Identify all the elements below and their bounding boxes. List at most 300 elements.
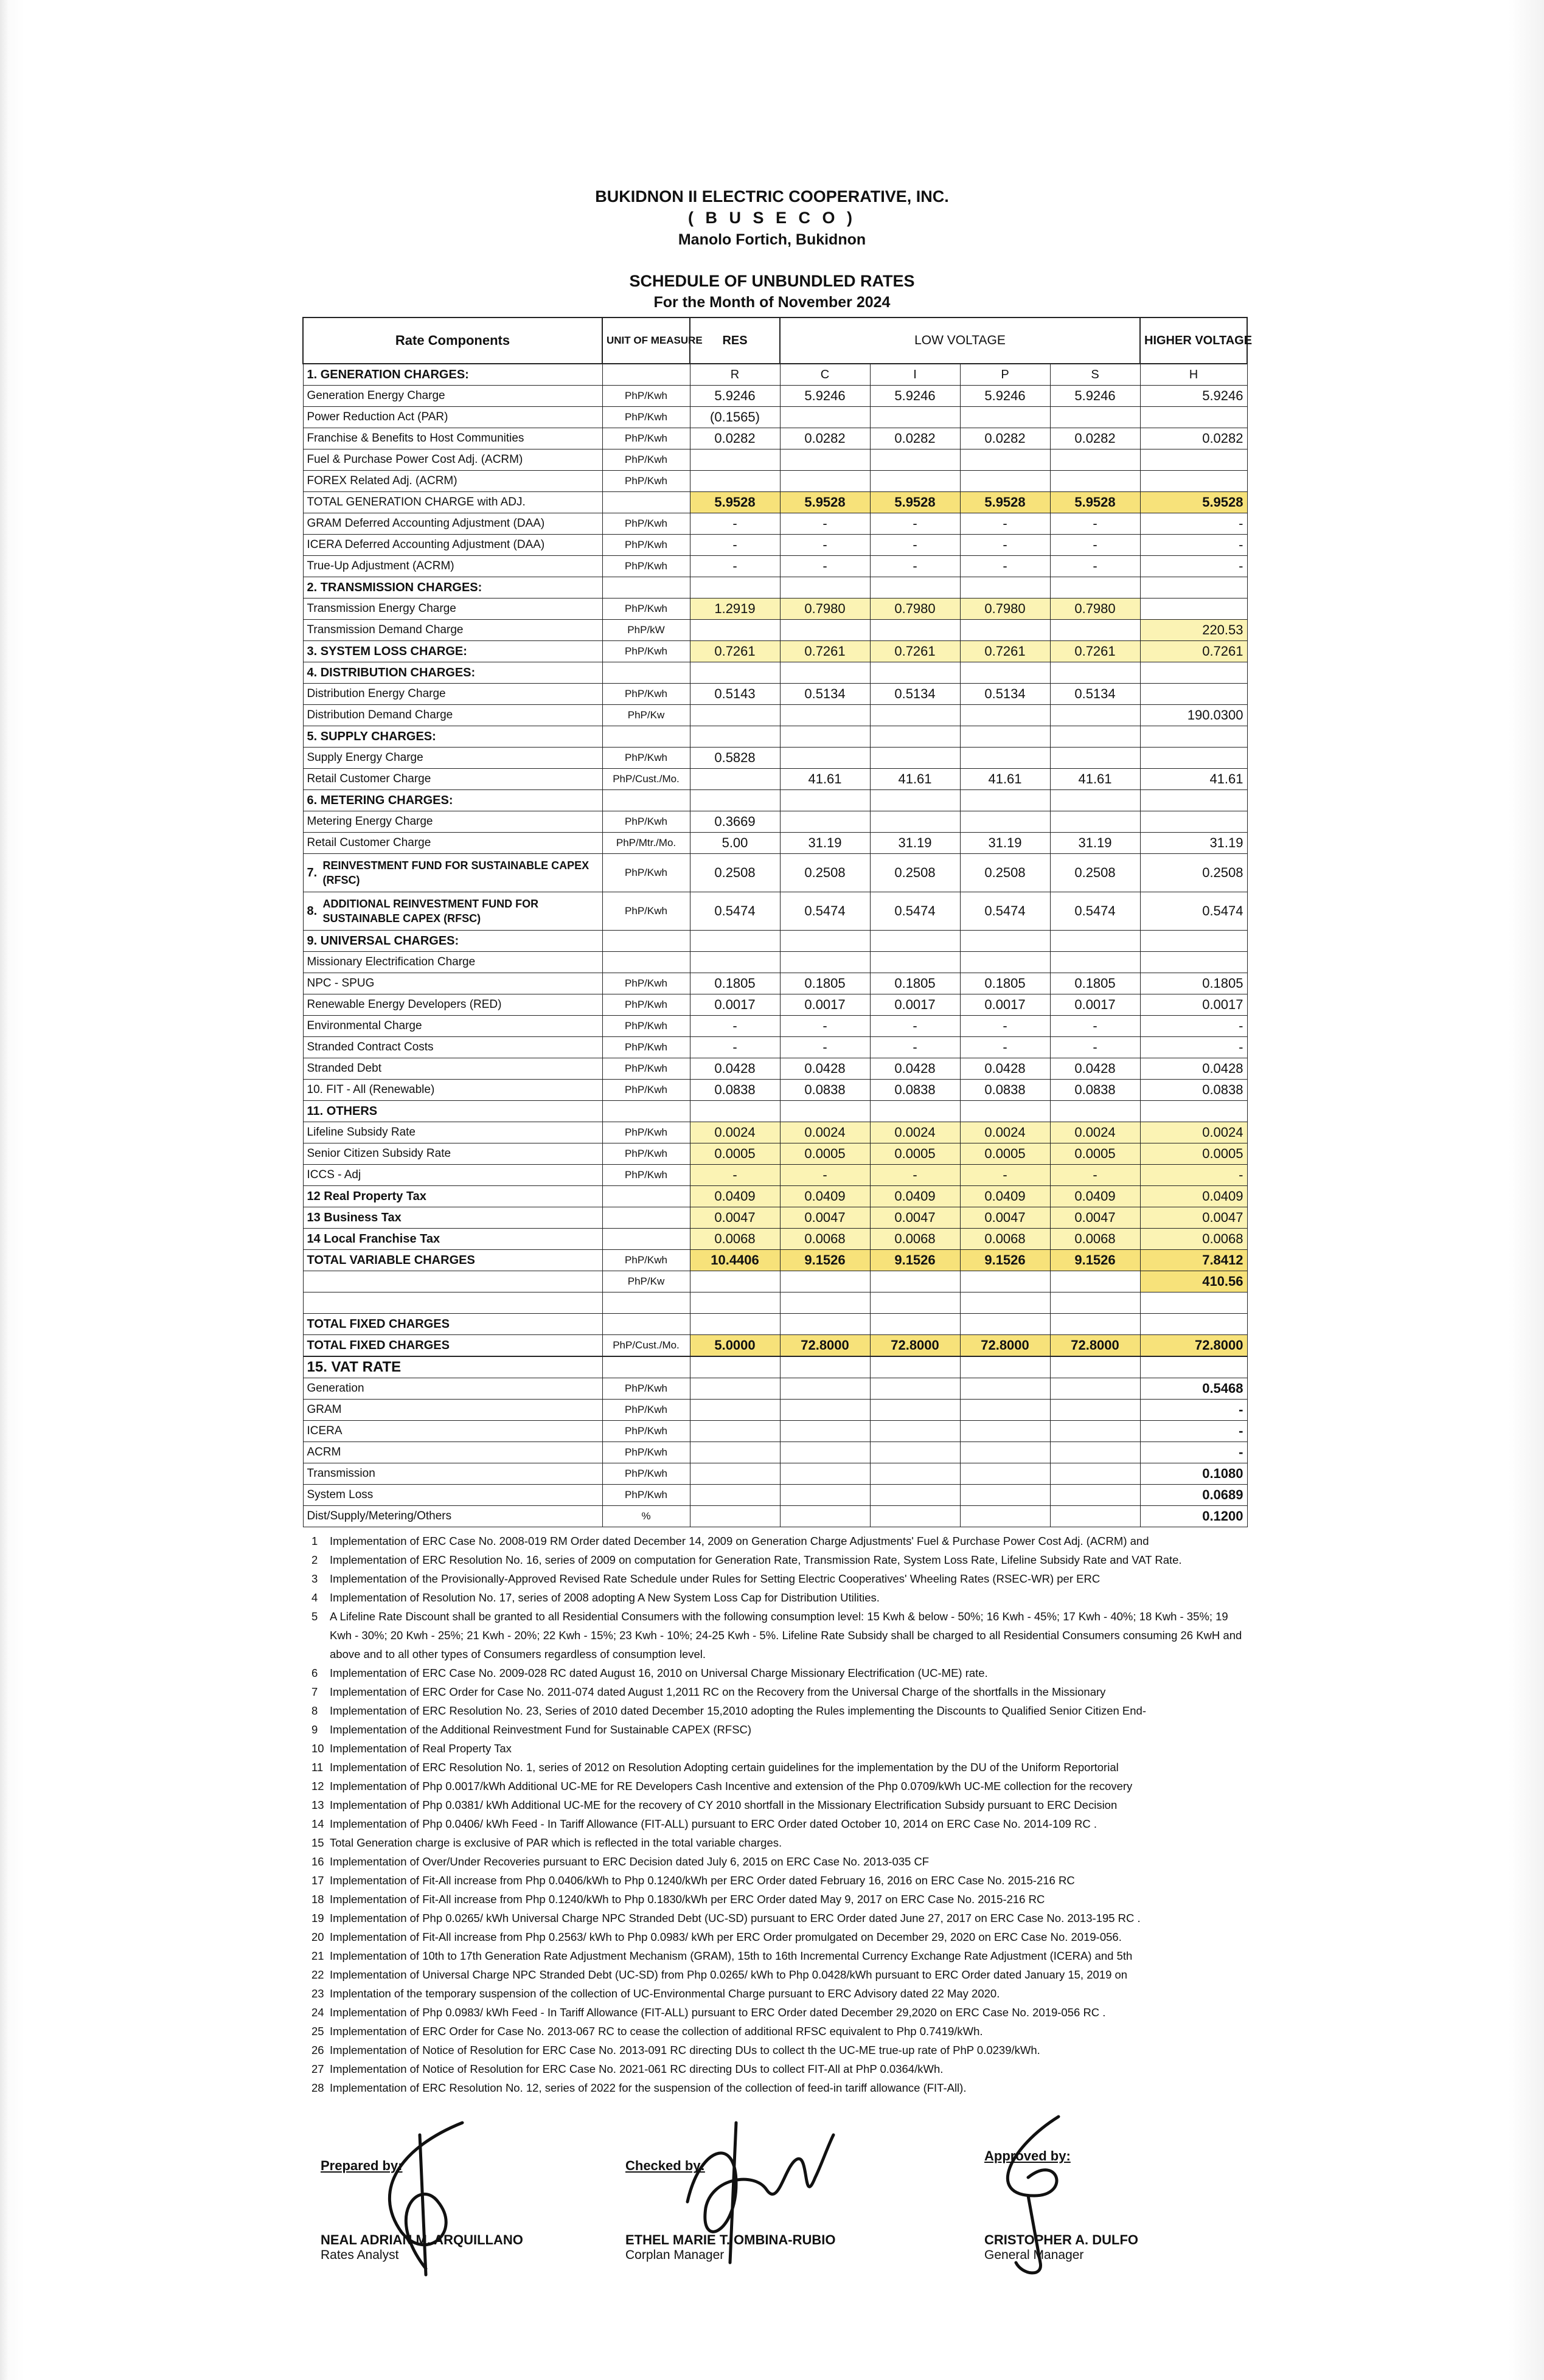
rate-component-label [303, 854, 602, 892]
unit-of-measure [602, 952, 690, 973]
footnote [311, 1758, 1248, 1777]
unit-of-measure: PhP/Kwh [602, 428, 690, 449]
vat-empty-cell [870, 1463, 960, 1485]
rate-component-label [303, 1271, 602, 1292]
special-value: 0.5474 [1050, 892, 1140, 931]
table-row [303, 513, 1247, 535]
rate-component-label: Missionary Electrification Charge [303, 952, 602, 973]
industrial-value: - [870, 1037, 960, 1058]
rate-component-number: 7. [307, 866, 318, 879]
footnote-number: 4 [311, 1591, 318, 1604]
res-value [690, 1292, 780, 1314]
footnote-text: Implementation of Php 0.0406/ kWh Feed - In Tariff Allowance (FIT-ALL) pursuant to ERC Order dated October 10, 2014 on ERC Case No. 2014-109 RC . [330, 1817, 1097, 1830]
commercial-value: 41.61 [780, 769, 870, 790]
table-row [303, 1037, 1247, 1058]
higher-voltage-value: H [1140, 364, 1247, 386]
industrial-value [870, 1314, 960, 1335]
footnote-number: 28 [311, 2081, 324, 2094]
table-row [303, 386, 1247, 407]
res-value: - [690, 535, 780, 556]
rate-component-label: Generation Energy Charge [303, 386, 602, 407]
footnote-text: Implementation of ERC Resolution No. 1, series of 2012 on Resolution Adopting certain guidelines for the implementation by the DU of the Uniform Reportorial [330, 1761, 1119, 1774]
rate-component-label: TOTAL FIXED CHARGES [303, 1314, 602, 1335]
special-value: 0.0005 [1050, 1143, 1140, 1165]
vat-empty-cell [690, 1463, 780, 1485]
res-value: 0.0282 [690, 428, 780, 449]
higher-voltage-value: 0.0428 [1140, 1058, 1247, 1080]
public-value: 0.0005 [960, 1143, 1050, 1165]
special-value [1050, 471, 1140, 492]
table-row [303, 492, 1247, 513]
unit-of-measure [602, 1101, 690, 1122]
higher-voltage-value [1140, 952, 1247, 973]
public-value [960, 471, 1050, 492]
vat-label: Dist/Supply/Metering/Others [303, 1506, 602, 1527]
special-value [1050, 449, 1140, 471]
vat-empty-cell [690, 1442, 780, 1463]
footnote-text: Implementation of the Provisionally-Approved Revised Rate Schedule under Rules for Setting Electric Cooperatives' Wheeling Rates (RSEC-WR) per ERC [330, 1572, 1101, 1585]
unit-of-measure: PhP/Kwh [602, 1080, 690, 1101]
footnote-number: 14 [311, 1817, 324, 1830]
higher-voltage-value: 0.2508 [1140, 854, 1247, 892]
vat-empty-cell [960, 1378, 1050, 1400]
footnote-number: 11 [311, 1761, 324, 1774]
unit-of-measure: PhP/Kwh [602, 1037, 690, 1058]
commercial-value [780, 1101, 870, 1122]
special-value [1050, 748, 1140, 769]
higher-voltage-value: 0.5474 [1140, 892, 1247, 931]
rate-component-label: 1. GENERATION CHARGES: [303, 364, 602, 386]
higher-voltage-value [1140, 726, 1247, 748]
commercial-value: 9.1526 [780, 1250, 870, 1271]
rate-component-label: 10. FIT - All (Renewable) [303, 1080, 602, 1101]
rate-component-label [303, 892, 602, 931]
unit-of-measure [602, 1314, 690, 1335]
rate-component-text: ADDITIONAL REINVESTMENT FUND FOR SUSTAINABLE CAPEX (RFSC) [322, 898, 539, 925]
special-value [1050, 1314, 1140, 1335]
footnote-text: Implementation of Php 0.0017/kWh Additional UC-ME for RE Developers Cash Incentive and extension of the Php 0.0709/kWh UC-ME collection for the recovery [330, 1780, 1133, 1792]
res-value: - [690, 1016, 780, 1037]
vat-empty-cell [960, 1442, 1050, 1463]
special-value: - [1050, 556, 1140, 577]
special-value [1050, 662, 1140, 684]
rate-component-label: 6. METERING CHARGES: [303, 790, 602, 811]
footnote [311, 2041, 1248, 2059]
public-value [960, 705, 1050, 726]
public-value: 41.61 [960, 769, 1050, 790]
unit-of-measure: PhP/Kw [602, 705, 690, 726]
public-value: 5.9528 [960, 492, 1050, 513]
footnote [311, 1984, 1248, 2003]
industrial-value [870, 662, 960, 684]
footnote [311, 1852, 1248, 1871]
res-value: 5.9528 [690, 492, 780, 513]
higher-voltage-value: 220.53 [1140, 620, 1247, 641]
rate-rows [303, 364, 1247, 1356]
table-row [303, 1292, 1247, 1314]
special-value: - [1050, 513, 1140, 535]
footnote-number: 1 [311, 1535, 318, 1547]
vat-empty-cell [870, 1356, 960, 1378]
unit-of-measure: PhP/Kwh [602, 1016, 690, 1037]
unit-of-measure: PhP/Kwh [602, 811, 690, 833]
vat-title-row [303, 1356, 1247, 1378]
res-value [690, 790, 780, 811]
header-res: RES [690, 317, 780, 364]
public-value [960, 1292, 1050, 1314]
footnote-text: Implementation of Php 0.0381/ kWh Additional UC-ME for the recovery of CY 2010 shortfall in the Missionary Electrification Subsidy pursuant to ERC Decision [330, 1799, 1118, 1811]
footnote [311, 1682, 1248, 1701]
footnote-number: 7 [311, 1685, 318, 1698]
commercial-value: 0.5474 [780, 892, 870, 931]
industrial-value [870, 620, 960, 641]
commercial-value [780, 1314, 870, 1335]
footnote [311, 1890, 1248, 1909]
unit-of-measure: PhP/Kwh [602, 386, 690, 407]
industrial-value: 0.0428 [870, 1058, 960, 1080]
unit-of-measure [602, 364, 690, 386]
special-value: - [1050, 1165, 1140, 1186]
company-acronym: ( B U S E C O ) [687, 209, 856, 227]
higher-voltage-value: 0.7261 [1140, 641, 1247, 662]
vat-empty-cell [690, 1356, 780, 1378]
res-value: 0.3669 [690, 811, 780, 833]
footnote-text: Implentation of the temporary suspension of the collection of UC-Environmental Charge pursuant to ERC Advisory dated 22 May 2020. [330, 1987, 1000, 2000]
unit-of-measure: PhP/Kwh [602, 892, 690, 931]
unit-of-measure: PhP/Kwh [602, 1250, 690, 1271]
res-value: R [690, 364, 780, 386]
vat-row [303, 1506, 1247, 1527]
footnote [311, 1965, 1248, 1984]
table-row [303, 892, 1247, 931]
res-value: 5.00 [690, 833, 780, 854]
vat-empty-cell [870, 1485, 960, 1506]
vat-row [303, 1400, 1247, 1421]
rate-component-label: ICERA Deferred Accounting Adjustment (DAA) [303, 535, 602, 556]
special-value: 0.1805 [1050, 973, 1140, 994]
vat-empty-cell [602, 1356, 690, 1378]
vat-empty-cell [870, 1421, 960, 1442]
unit-of-measure: PhP/kW [602, 620, 690, 641]
approved-by-name: CRISTOPHER A. DULFO [984, 2232, 1139, 2247]
higher-voltage-value [1140, 407, 1247, 428]
rate-component-label: TOTAL FIXED CHARGES [303, 1335, 602, 1357]
unit-of-measure: PhP/Kwh [602, 684, 690, 705]
industrial-value: 0.5134 [870, 684, 960, 705]
special-value: 5.9246 [1050, 386, 1140, 407]
footnote-number: 2 [311, 1553, 318, 1566]
special-value: 9.1526 [1050, 1250, 1140, 1271]
commercial-value: 0.5134 [780, 684, 870, 705]
commercial-value: 0.1805 [780, 973, 870, 994]
footnote [311, 1664, 1248, 1682]
table-row [303, 748, 1247, 769]
footnote-text: Implementation of Universal Charge NPC Stranded Debt (UC-SD) from Php 0.0265/ kWh to Php 0.0428/kWh pursuant to ERC Order dated January 15, 2019 on [330, 1968, 1128, 1981]
public-value: 0.0047 [960, 1207, 1050, 1229]
commercial-value: - [780, 535, 870, 556]
higher-voltage-value: 410.56 [1140, 1271, 1247, 1292]
table-row [303, 833, 1247, 854]
vat-empty-cell [960, 1400, 1050, 1421]
higher-voltage-value: 41.61 [1140, 769, 1247, 790]
vat-unit: PhP/Kwh [602, 1378, 690, 1400]
table-row [303, 811, 1247, 833]
vat-empty-cell [780, 1463, 870, 1485]
footnote-text: Implementation of Fit-All increase from Php 0.2563/ kWh to Php 0.0983/ kWh per ERC Order promulgated on December 29, 2020 on ERC Case No. 2019-056. [330, 1931, 1122, 1943]
special-value [1050, 790, 1140, 811]
commercial-value: - [780, 513, 870, 535]
res-value: 0.0017 [690, 994, 780, 1016]
rate-component-label: Stranded Contract Costs [303, 1037, 602, 1058]
res-value: 5.0000 [690, 1335, 780, 1357]
res-value: 0.1805 [690, 973, 780, 994]
higher-voltage-value: - [1140, 556, 1247, 577]
table-row [303, 1165, 1247, 1186]
res-value [690, 1271, 780, 1292]
higher-voltage-value: - [1140, 1165, 1247, 1186]
industrial-value [870, 931, 960, 952]
vat-empty-cell [780, 1356, 870, 1378]
vat-row [303, 1442, 1247, 1463]
vat-row [303, 1485, 1247, 1506]
public-value: 0.0068 [960, 1229, 1050, 1250]
footnote-number: 25 [311, 2025, 324, 2038]
res-value: 0.5474 [690, 892, 780, 931]
footnote-number: 10 [311, 1742, 324, 1755]
footnote [311, 1927, 1248, 1946]
industrial-value: 0.0047 [870, 1207, 960, 1229]
commercial-value: 0.0017 [780, 994, 870, 1016]
unit-of-measure: PhP/Cust./Mo. [602, 769, 690, 790]
vat-empty-cell [960, 1356, 1050, 1378]
public-value: 72.8000 [960, 1335, 1050, 1357]
public-value [960, 931, 1050, 952]
public-value: P [960, 364, 1050, 386]
approved-by-label: Approved by: [984, 2148, 1071, 2163]
table-row [303, 1080, 1247, 1101]
public-value: 0.0428 [960, 1058, 1050, 1080]
footnote-text: Implementation of Notice of Resolution for ERC Case No. 2021-061 RC directing DUs to collect FIT-All at PhP 0.0364/kWh. [330, 2063, 944, 2075]
res-value [690, 662, 780, 684]
table-row [303, 952, 1247, 973]
higher-voltage-value [1140, 1101, 1247, 1122]
table-row [303, 449, 1247, 471]
checked-by-label: Checked by: [625, 2158, 705, 2173]
footnote-number: 18 [311, 1893, 324, 1906]
industrial-value: 0.0024 [870, 1122, 960, 1143]
table-row [303, 471, 1247, 492]
rate-component-label: Lifeline Subsidy Rate [303, 1122, 602, 1143]
vat-label: System Loss [303, 1485, 602, 1506]
special-value: 0.7261 [1050, 641, 1140, 662]
vat-higher-voltage-value: 0.1080 [1140, 1463, 1247, 1485]
commercial-value [780, 952, 870, 973]
unit-of-measure [602, 1207, 690, 1229]
footnote [311, 1795, 1248, 1814]
unit-of-measure: PhP/Kwh [602, 973, 690, 994]
res-value: 0.0024 [690, 1122, 780, 1143]
rate-component-label: Fuel & Purchase Power Cost Adj. (ACRM) [303, 449, 602, 471]
special-value [1050, 620, 1140, 641]
rate-component-label: 12 Real Property Tax [303, 1186, 602, 1207]
vat-empty-cell [960, 1485, 1050, 1506]
public-value: 0.5474 [960, 892, 1050, 931]
higher-voltage-value [1140, 471, 1247, 492]
unit-of-measure: PhP/Kwh [602, 407, 690, 428]
footnote-number: 27 [311, 2063, 324, 2075]
higher-voltage-value: 0.0282 [1140, 428, 1247, 449]
table-row [303, 1314, 1247, 1335]
res-value [690, 726, 780, 748]
vat-unit: PhP/Kwh [602, 1442, 690, 1463]
special-value: - [1050, 1016, 1140, 1037]
commercial-value: 0.2508 [780, 854, 870, 892]
vat-row [303, 1463, 1247, 1485]
unit-of-measure: PhP/Kwh [602, 854, 690, 892]
special-value [1050, 1101, 1140, 1122]
vat-label: ACRM [303, 1442, 602, 1463]
table-row [303, 364, 1247, 386]
vat-empty-cell [780, 1485, 870, 1506]
public-value [960, 662, 1050, 684]
vat-empty-cell [690, 1421, 780, 1442]
footnote-number: 22 [311, 1968, 324, 1981]
rate-component-label: 13 Business Tax [303, 1207, 602, 1229]
vat-label: GRAM [303, 1400, 602, 1421]
commercial-value: 0.0024 [780, 1122, 870, 1143]
public-value: 0.7980 [960, 598, 1050, 620]
higher-voltage-value: 0.0017 [1140, 994, 1247, 1016]
res-value [690, 449, 780, 471]
industrial-value: 0.7261 [870, 641, 960, 662]
commercial-value: - [780, 1165, 870, 1186]
public-value: - [960, 556, 1050, 577]
footnote-number: 21 [311, 1949, 324, 1962]
commercial-value: 5.9528 [780, 492, 870, 513]
footnote-number: 17 [311, 1874, 324, 1887]
special-value [1050, 952, 1140, 973]
footnote-text: Implementation of ERC Resolution No. 23, Series of 2010 dated December 15,2010 adopting the Rules implementing the Discounts to Qualified Senior Citizen End- [330, 1704, 1147, 1717]
prepared-by-position: Rates Analyst [321, 2248, 399, 2262]
industrial-value: 0.1805 [870, 973, 960, 994]
table-row [303, 1250, 1247, 1271]
special-value [1050, 577, 1140, 598]
table-row [303, 662, 1247, 684]
unit-of-measure: PhP/Kwh [602, 1122, 690, 1143]
unit-of-measure [602, 1186, 690, 1207]
footnote-text: Implementation of ERC Resolution No. 12, series of 2022 for the suspension of the collection of feed-in tariff allowance (FIT-All). [330, 2081, 967, 2094]
commercial-value: 31.19 [780, 833, 870, 854]
table-row [303, 428, 1247, 449]
prepared-by-block [321, 2158, 523, 2263]
table-row [303, 1186, 1247, 1207]
special-value: 0.0017 [1050, 994, 1140, 1016]
unit-of-measure: PhP/Kwh [602, 471, 690, 492]
higher-voltage-value [1140, 1314, 1247, 1335]
table-row [303, 1229, 1247, 1250]
special-value: 0.0838 [1050, 1080, 1140, 1101]
unit-of-measure: PhP/Kwh [602, 994, 690, 1016]
higher-voltage-value: 190.0300 [1140, 705, 1247, 726]
special-value: 0.0024 [1050, 1122, 1140, 1143]
commercial-value [780, 748, 870, 769]
industrial-value: I [870, 364, 960, 386]
industrial-value: 72.8000 [870, 1335, 960, 1357]
industrial-value [870, 1271, 960, 1292]
industrial-value: - [870, 556, 960, 577]
unbundled-rates-table [302, 317, 1253, 1527]
unit-of-measure: PhP/Kwh [602, 1165, 690, 1186]
industrial-value [870, 952, 960, 973]
res-value: 0.5828 [690, 748, 780, 769]
checked-by-position: Corplan Manager [625, 2248, 725, 2262]
public-value [960, 577, 1050, 598]
footnote-number: 9 [311, 1723, 318, 1736]
res-value: 0.0068 [690, 1229, 780, 1250]
special-value: 0.0409 [1050, 1186, 1140, 1207]
unit-of-measure: PhP/Kwh [602, 556, 690, 577]
res-value: 0.7261 [690, 641, 780, 662]
commercial-value: 0.0005 [780, 1143, 870, 1165]
res-value: - [690, 1165, 780, 1186]
res-value: 0.0047 [690, 1207, 780, 1229]
vat-unit: % [602, 1506, 690, 1527]
footnote-text: A Lifeline Rate Discount shall be granted to all Residential Consumers with the following consumption level: 15 Kwh & below - 50%; 16 Kwh - 45%; 17 Kwh - 40%; 18 Kwh - 35%; 19 Kwh - 30%; 20 Kwh - 25%; 21 Kwh - 20%; 22 Kwh - 15%; 23 Kwh - 10%; 24-25 Kwh - 5%. Lifeline Rate Subsidy shall be charged to all Residential Consumers consuming 26 KwH and above and to all other types of Consumers regardless of consumption level. [330, 1610, 1242, 1660]
special-value: 31.19 [1050, 833, 1140, 854]
table-row [303, 973, 1247, 994]
footnote [311, 1814, 1248, 1833]
industrial-value: 5.9528 [870, 492, 960, 513]
industrial-value: 31.19 [870, 833, 960, 854]
footnote-number: 20 [311, 1931, 324, 1943]
industrial-value: 0.0005 [870, 1143, 960, 1165]
footnote [311, 1946, 1248, 1965]
industrial-value: - [870, 1016, 960, 1037]
public-value: 0.0017 [960, 994, 1050, 1016]
vat-empty-cell [960, 1463, 1050, 1485]
commercial-value [780, 577, 870, 598]
public-value [960, 1101, 1050, 1122]
higher-voltage-value [1140, 598, 1247, 620]
approved-by-block [984, 2148, 1138, 2263]
vat-label: Generation [303, 1378, 602, 1400]
res-value [690, 471, 780, 492]
vat-empty-cell [870, 1400, 960, 1421]
res-value [690, 769, 780, 790]
industrial-value: - [870, 1165, 960, 1186]
higher-voltage-value [1140, 931, 1247, 952]
public-value [960, 952, 1050, 973]
vat-empty-cell [1050, 1400, 1140, 1421]
public-value [960, 811, 1050, 833]
res-value: 0.0428 [690, 1058, 780, 1080]
footnote-number: 23 [311, 1987, 324, 2000]
footnote-number: 16 [311, 1855, 324, 1868]
higher-voltage-value [1140, 577, 1247, 598]
table-row [303, 705, 1247, 726]
higher-voltage-value: 0.0047 [1140, 1207, 1247, 1229]
special-value: 0.5134 [1050, 684, 1140, 705]
higher-voltage-value: 0.0409 [1140, 1186, 1247, 1207]
unit-of-measure: PhP/Kwh [602, 1143, 690, 1165]
commercial-value [780, 811, 870, 833]
higher-voltage-value: - [1140, 535, 1247, 556]
vat-empty-cell [1050, 1485, 1140, 1506]
rate-component-label: Transmission Demand Charge [303, 620, 602, 641]
table-row [303, 726, 1247, 748]
commercial-value [780, 471, 870, 492]
industrial-value: 0.0017 [870, 994, 960, 1016]
